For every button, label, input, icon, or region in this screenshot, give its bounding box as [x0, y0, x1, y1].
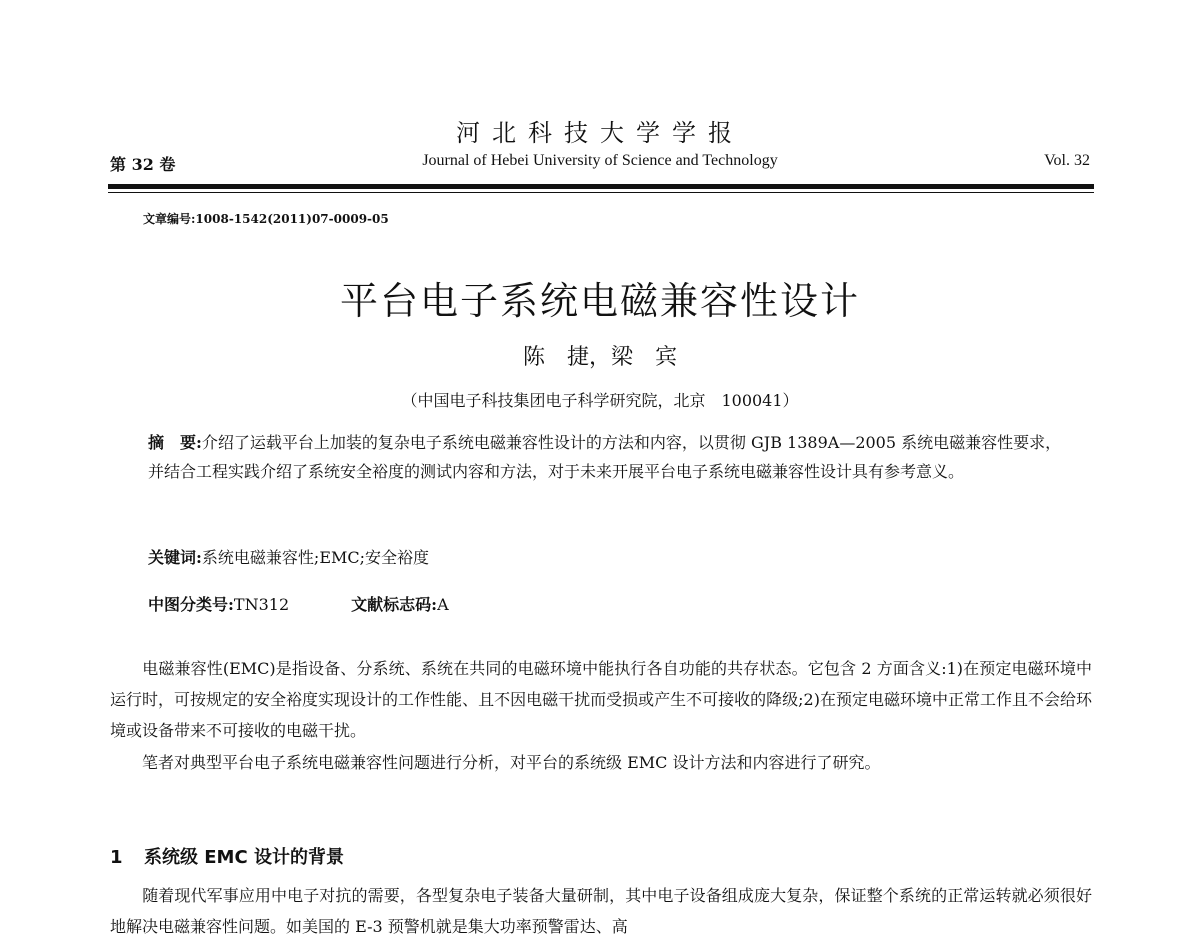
journal-title-en: Journal of Hebei University of Science and Technology: [422, 152, 778, 169]
paper-authors: 陈 捷，梁 宾: [522, 345, 677, 370]
classification-line: [148, 590, 1068, 619]
keywords: [148, 543, 1068, 572]
volume-label-en: Vol. 32: [1044, 152, 1090, 169]
intro-paragraph-1: 电磁兼容性(EMC)是指设备、分系统、系统在共同的电磁环境中能执行各自功能的共存状态。它包含 2 方面含义:1)在预定电磁环境中运行时，可按规定的安全裕度实现设计的工作性能、且不因电磁干扰而受损或产生不可接收的降级;2)在预定电磁环境中正常工作且不会给环境或设备带来不可接收的电磁干扰。: [110, 659, 1092, 740]
journal-title-cn: 河北科技大学学报: [456, 119, 744, 147]
volume-label-cn: 第 32 卷: [110, 155, 176, 174]
article-number: 文章编号:1008-1542(2011)07-0009-05: [143, 212, 389, 226]
keywords-text: 系统电磁兼容性;EMC;安全裕度: [201, 548, 430, 567]
clc-label: 中图分类号:: [148, 595, 234, 614]
abstract-label: 摘 要:: [148, 433, 202, 452]
author-affiliation: （中国电子科技集团电子科学研究院，北京 100041）: [401, 391, 799, 410]
paper-title: 平台电子系统电磁兼容性设计: [339, 279, 860, 323]
section-number: 1: [110, 847, 123, 868]
abstract: [148, 428, 1068, 486]
doc-code-label: 文献标志码:: [351, 595, 438, 614]
section-title: 系统级 EMC 设计的背景: [144, 847, 344, 868]
section-heading: [110, 843, 344, 869]
doc-code-value: A: [437, 595, 449, 614]
header-rule-thin: [108, 192, 1094, 193]
section-paragraph-1: 随着现代军事应用中电子对抗的需要，各型复杂电子装备大量研制，其中电子设备组成庞大复杂，保证整个系统的正常运转就必须很好地解决电磁兼容性问题。如美国的 E-3 预警机就是集大功率预警雷达、高: [110, 886, 1092, 936]
keywords-label: 关键词:: [148, 548, 202, 567]
header-rule-thick: [108, 184, 1094, 189]
clc-value: TN312: [233, 595, 290, 614]
abstract-text: 介绍了运载平台上加装的复杂电子系统电磁兼容性设计的方法和内容，以贯彻 GJB 1389A—2005 系统电磁兼容性要求，并结合工程实践介绍了系统安全裕度的测试内容和方法，对于未来开展平台电子系统电磁兼容性设计具有参考意义。: [148, 433, 1062, 481]
intro-paragraph-2: 笔者对典型平台电子系统电磁兼容性问题进行分析，对平台的系统级 EMC 设计方法和内容进行了研究。: [110, 753, 881, 772]
